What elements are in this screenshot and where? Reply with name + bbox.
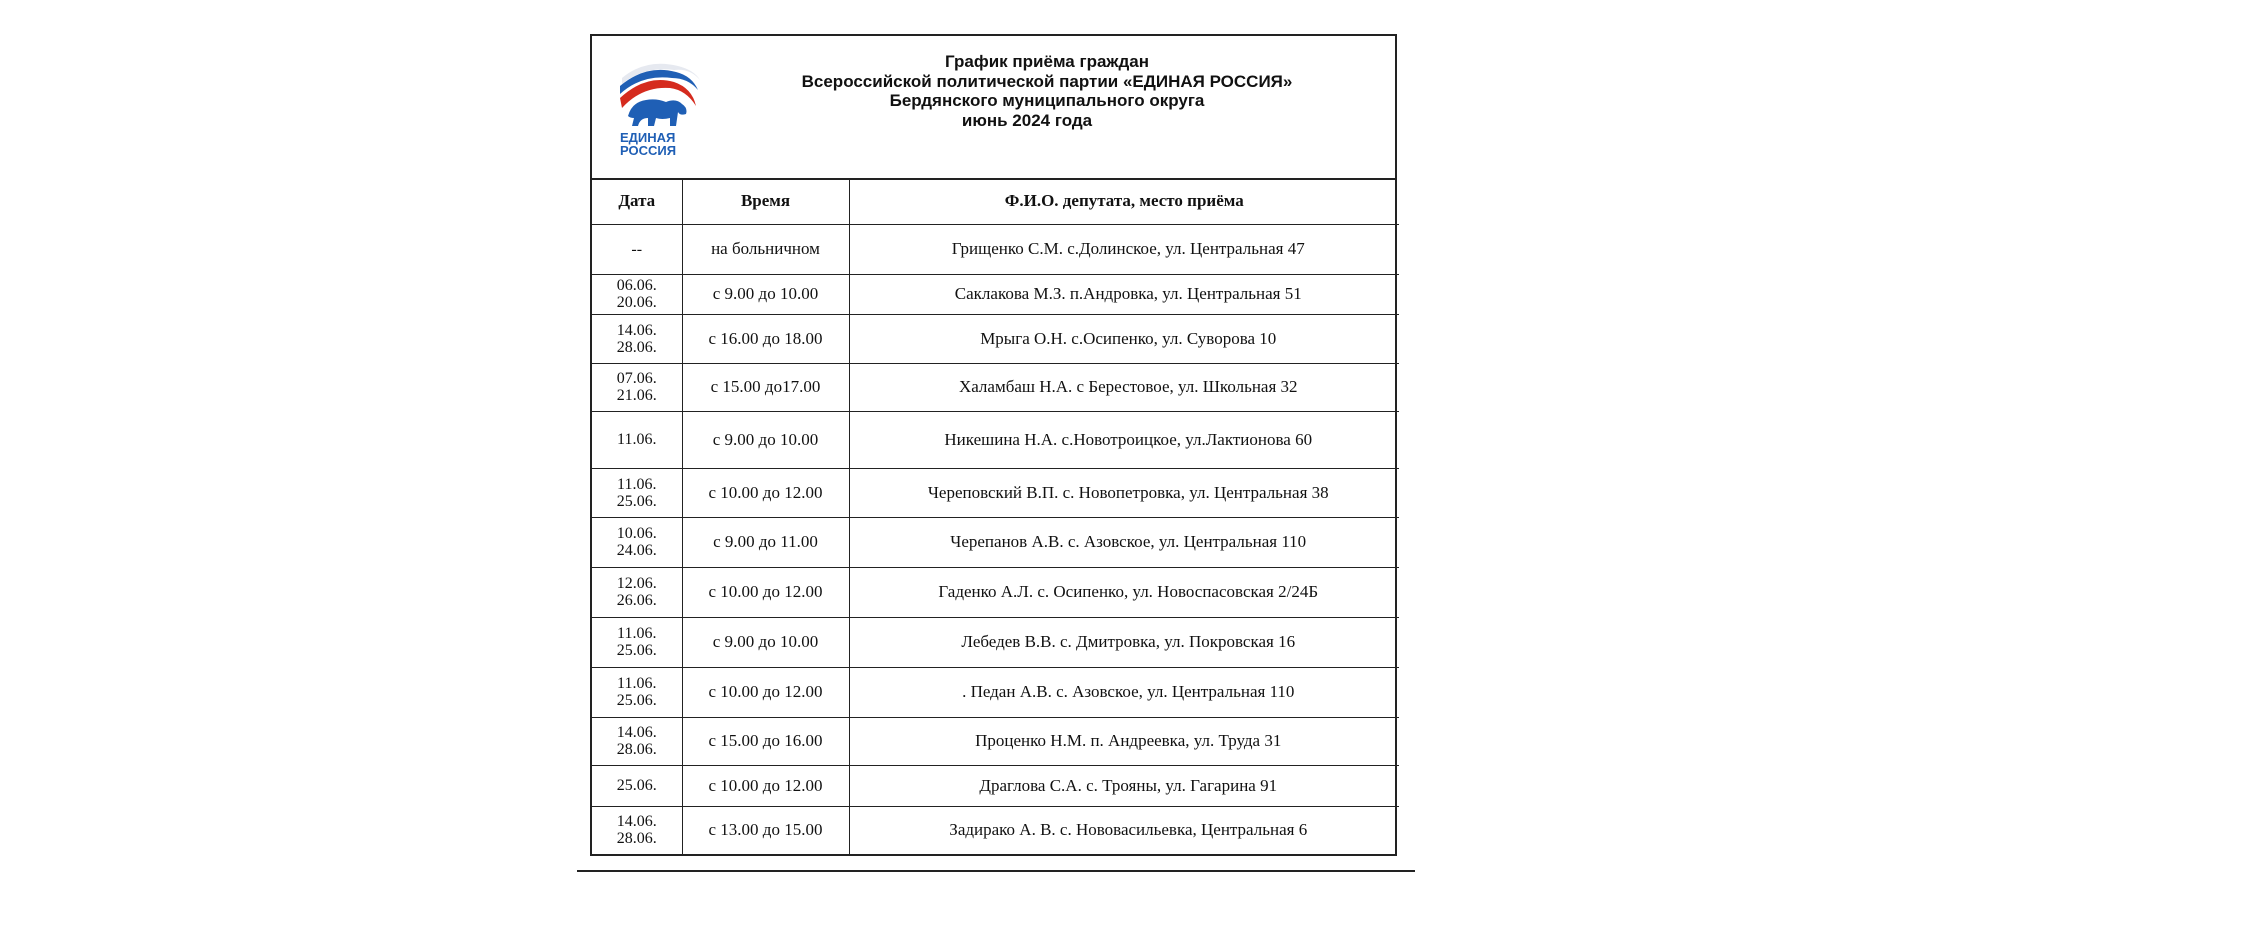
cell-date xyxy=(592,468,682,517)
logo-text-line1: ЕДИНАЯ xyxy=(620,130,676,145)
cell-time: с 16.00 до 18.00 xyxy=(682,314,849,363)
cell-person-place: Проценко Н.М. п. Андреевка, ул. Труда 31 xyxy=(849,717,1399,765)
date-value: 25.06. xyxy=(616,777,657,794)
date-value: 06.06. xyxy=(616,277,657,294)
cell-person-place: Череповский В.П. с. Новопетровка, ул. Центральная 38 xyxy=(849,468,1399,517)
cell-date xyxy=(592,314,682,363)
date-value: 14.06. xyxy=(616,724,657,741)
cell-date xyxy=(592,667,682,717)
cell-person-place: Мрыга О.Н. с.Осипенко, ул. Суворова 10 xyxy=(849,314,1399,363)
cell-time: с 9.00 до 10.00 xyxy=(682,274,849,314)
cell-person-place: Никешина Н.А. с.Новотроицкое, ул.Лактионова 60 xyxy=(849,411,1399,468)
cell-date xyxy=(592,567,682,617)
date-value: 28.06. xyxy=(616,830,657,848)
table-row xyxy=(592,806,1399,854)
date-value: -- xyxy=(631,240,643,258)
date-value: 20.06. xyxy=(616,294,657,311)
cell-date xyxy=(592,411,682,468)
date-value: 28.06. xyxy=(616,741,657,758)
date-value: 24.06. xyxy=(616,542,657,559)
table-row xyxy=(592,274,1399,314)
table-header-row xyxy=(592,178,1399,224)
table-row xyxy=(592,765,1399,806)
title-line: Бердянского муниципального округа xyxy=(889,91,1205,110)
date-value: 25.06. xyxy=(616,692,657,709)
cell-time: с 15.00 до17.00 xyxy=(682,363,849,411)
date-value: 11.06. xyxy=(617,475,657,493)
date-value: 25.06. xyxy=(616,642,657,659)
date-value: 14.06. xyxy=(616,813,657,831)
table-row xyxy=(592,314,1399,363)
cell-person-place: . Педан А.В. с. Азовское, ул. Центральная 110 xyxy=(849,667,1399,717)
date-value: 28.06. xyxy=(616,338,657,356)
cell-date xyxy=(592,274,682,314)
cell-date xyxy=(592,806,682,854)
table-row xyxy=(592,517,1399,567)
united-russia-logo xyxy=(616,56,708,156)
cell-time: на больничном xyxy=(682,224,849,274)
cell-time: с 9.00 до 11.00 xyxy=(682,517,849,567)
table-row xyxy=(592,224,1399,274)
cell-time: с 10.00 до 12.00 xyxy=(682,567,849,617)
table-row xyxy=(592,717,1399,765)
logo-bear xyxy=(628,99,687,126)
cell-time: с 10.00 до 12.00 xyxy=(682,468,849,517)
table-row xyxy=(592,411,1399,468)
table-row xyxy=(592,617,1399,667)
table-row xyxy=(592,667,1399,717)
date-value: 10.06. xyxy=(616,525,657,542)
title-line: Всероссийской политической партии «ЕДИНАЯ РОССИЯ» xyxy=(801,71,1293,91)
cell-time: с 10.00 до 12.00 xyxy=(682,765,849,806)
date-value: 26.06. xyxy=(616,592,657,609)
date-value: 07.06. xyxy=(616,370,657,387)
reception-schedule-table xyxy=(592,178,1399,854)
cell-date xyxy=(592,617,682,667)
cell-date xyxy=(592,517,682,567)
cell-person-place: Халамбаш Н.А. с Берестовое, ул. Школьная 32 xyxy=(849,363,1399,411)
cell-time: с 9.00 до 10.00 xyxy=(682,411,849,468)
column-header-date: Дата xyxy=(592,178,682,224)
date-value: 21.06. xyxy=(616,387,657,404)
cell-date xyxy=(592,224,682,274)
column-header-time: Время xyxy=(682,178,849,224)
cell-date xyxy=(592,717,682,765)
date-value: 14.06. xyxy=(616,321,657,339)
table-row xyxy=(592,468,1399,517)
date-value: 25.06. xyxy=(616,492,657,510)
cell-person-place: Лебедев В.В. с. Дмитровка, ул. Покровская 16 xyxy=(849,617,1399,667)
table-row xyxy=(592,567,1399,617)
cell-person-place: Грищенко С.М. с.Долинское, ул. Центральная 47 xyxy=(849,224,1399,274)
cell-time: с 10.00 до 12.00 xyxy=(682,667,849,717)
cell-date xyxy=(592,765,682,806)
title-line: График приёма граждан xyxy=(945,52,1149,71)
table-row xyxy=(592,363,1399,411)
cell-person-place: Саклакова М.З. п.Андровка, ул. Центральная 51 xyxy=(849,274,1399,314)
cell-person-place: Черепанов А.В. с. Азовское, ул. Центральная 110 xyxy=(849,517,1399,567)
cell-person-place: Драглова С.А. с. Трояны, ул. Гагарина 91 xyxy=(849,765,1399,806)
document-title xyxy=(702,52,1392,130)
column-header-person: Ф.И.О. депутата, место приёма xyxy=(849,178,1399,224)
cell-person-place: Гаденко А.Л. с. Осипенко, ул. Новоспасовская 2/24Б xyxy=(849,567,1399,617)
date-value: 11.06. xyxy=(617,625,657,642)
date-value: 12.06. xyxy=(616,575,657,592)
date-value: 11.06. xyxy=(617,431,657,448)
document-page xyxy=(590,34,1397,856)
cell-time: с 9.00 до 10.00 xyxy=(682,617,849,667)
cell-person-place: Задирако А. В. с. Нововасильевка, Центральная 6 xyxy=(849,806,1399,854)
title-line: июнь 2024 года xyxy=(961,110,1093,130)
cell-time: с 15.00 до 16.00 xyxy=(682,717,849,765)
date-value: 11.06. xyxy=(617,675,657,692)
bottom-rule xyxy=(577,870,1415,872)
cell-date xyxy=(592,363,682,411)
logo-text-line2: РОССИЯ xyxy=(620,143,677,156)
document-header xyxy=(592,36,1395,180)
cell-time: с 13.00 до 15.00 xyxy=(682,806,849,854)
